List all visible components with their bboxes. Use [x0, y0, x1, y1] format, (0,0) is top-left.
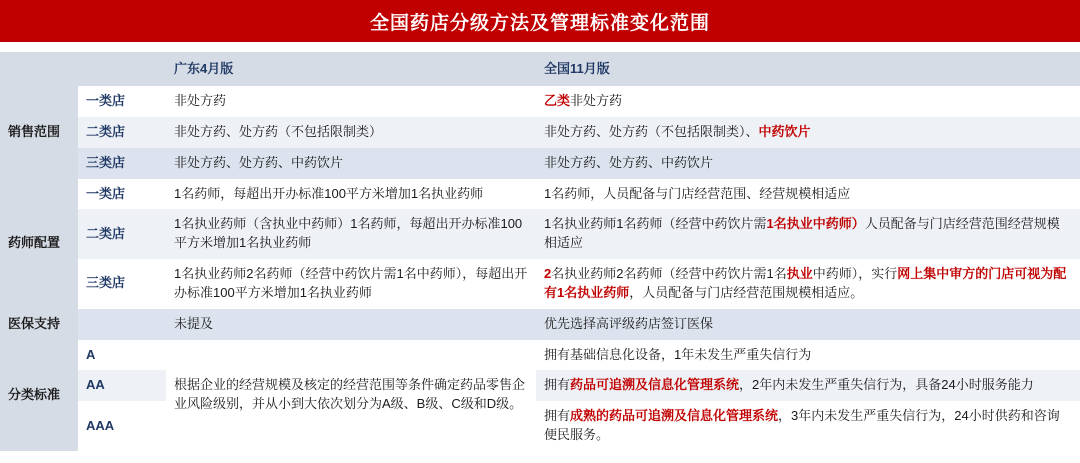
row-subcategory-label: 三类店 — [78, 148, 166, 179]
cell-text-run: 非处方药 — [570, 93, 623, 108]
table-row — [0, 309, 1080, 340]
table-row — [0, 259, 1080, 309]
cell-text-run: 拥有 — [544, 408, 571, 424]
table-row — [0, 401, 1080, 451]
cell-text-run: ，人员配备与门店经营范围规模相适应。 — [629, 284, 864, 300]
cell-guangdong — [166, 209, 536, 259]
row-subcategory-label: 二类店 — [78, 117, 166, 148]
cell-text-run: 2 — [544, 266, 552, 282]
cell-text-run: 非处方药 — [174, 93, 227, 108]
cell-text-run: 优先选择高评级药店签订医保 — [544, 315, 714, 331]
cell-national — [536, 179, 1080, 210]
row-category-label: 分类标准 — [0, 340, 78, 451]
table-row — [0, 179, 1080, 210]
cell-text-run: 1名执业药师（含执业中药师）1名药师，每超出开办标准100平方米增加1名执业药师 — [174, 216, 523, 251]
cell-national — [536, 117, 1080, 148]
cell-text-run: 1名药师，人员配备与门店经营范围、经营规模相适应 — [544, 185, 851, 201]
cell-text-run: 中药饮片 — [758, 123, 811, 139]
cell-text-run: 1名执业中药师） — [766, 216, 865, 232]
row-category-label: 销售范围 — [0, 86, 78, 179]
cell-text-run: 执业 — [786, 266, 813, 282]
table-row — [0, 148, 1080, 179]
cell-national — [536, 370, 1080, 401]
cell-text-run: 乙类 — [544, 93, 571, 108]
cell-text-run: 人员配备与门店经营范围经营规模相适应 — [544, 216, 1060, 251]
cell-text-run: 1名执业药师2名药师（经营中药饮片需1名中药师），每超出开办标准100平方米增加1名执业药师 — [174, 266, 528, 300]
cell-national — [536, 209, 1080, 259]
cell-text-run: ，3年内未发生严重失信行为，24小时供药和咨询便民服务。 — [544, 408, 1060, 443]
cell-guangdong — [166, 86, 536, 117]
header-cell-subcategory — [78, 52, 166, 86]
cell-text-run: 非处方药、处方药、中药饮片 — [544, 154, 714, 170]
table-row — [0, 340, 1080, 371]
row-category-label: 医保支持 — [0, 309, 78, 340]
cell-text-run: 拥有 — [544, 377, 571, 393]
cell-national — [536, 340, 1080, 371]
cell-national — [536, 309, 1080, 340]
row-subcategory-label: 一类店 — [78, 179, 166, 210]
row-subcategory-label — [78, 309, 166, 340]
row-subcategory-label: AA — [78, 370, 166, 401]
cell-national — [536, 401, 1080, 451]
cell-guangdong — [166, 179, 536, 210]
page-title: 全国药店分级方法及管理标准变化范围 — [369, 12, 710, 34]
cell-guangdong — [166, 309, 536, 340]
header-cell-category — [0, 52, 78, 86]
row-subcategory-label: 二类店 — [78, 209, 166, 259]
header-cell-national: 全国11月版 — [536, 52, 1080, 86]
table-row — [0, 117, 1080, 148]
cell-text-run: 成熟的药品可追溯及信息化管理系统 — [570, 408, 779, 424]
cell-text-run: 根据企业的经营规模及核定的经营范围等条件确定药品零售企业风险级别，并从小到大依次划分为A级、B级、C级和D级。 — [174, 377, 526, 412]
cell-text-run: 未提及 — [174, 315, 214, 331]
cell-text-run: 拥有基础信息化设备，1年未发生严重失信行为 — [544, 346, 812, 362]
row-subcategory-label: A — [78, 340, 166, 371]
document-title-bar — [0, 0, 1080, 42]
cell-text-run: 1名药师，每超出开办标准100平方米增加1名执业药师 — [174, 185, 484, 201]
table-row — [0, 86, 1080, 117]
cell-text-run: 非处方药、处方药（不包括限制类） — [174, 123, 383, 139]
cell-text-run: 名执业药师2名药师（经营中药饮片需1名 — [551, 266, 787, 282]
table-header-row — [0, 52, 1080, 86]
cell-text-run: 非处方药、处方药（不包括限制类）、 — [544, 123, 759, 139]
table-row — [0, 209, 1080, 259]
cell-text-run: ，2年内未发生严重失信行为，具备24小时服务能力 — [739, 377, 1034, 393]
cell-text-run: 药品可追溯及信息化管理系统 — [570, 377, 740, 393]
cell-guangdong — [166, 340, 536, 451]
cell-text-run: 网上集中审方的门店可视为配有1名执业药师 — [544, 266, 1067, 300]
cell-text-run: 中药师），实行 — [812, 266, 898, 282]
cell-national — [536, 259, 1080, 309]
cell-guangdong — [166, 148, 536, 179]
row-subcategory-label: 三类店 — [78, 259, 166, 309]
cell-national — [536, 148, 1080, 179]
cell-text-run: 1名执业药师1名药师（经营中药饮片需 — [544, 216, 767, 232]
cell-national — [536, 86, 1080, 117]
row-category-label: 药师配置 — [0, 179, 78, 309]
cell-guangdong — [166, 259, 536, 309]
table-row — [0, 370, 1080, 401]
comparison-table — [0, 52, 1080, 451]
row-subcategory-label: 一类店 — [78, 86, 166, 117]
row-subcategory-label: AAA — [78, 401, 166, 451]
title-spacer — [0, 42, 1080, 52]
cell-guangdong — [166, 117, 536, 148]
cell-text-run: 非处方药、处方药、中药饮片 — [174, 154, 344, 170]
header-cell-guangdong: 广东4月版 — [166, 52, 536, 86]
